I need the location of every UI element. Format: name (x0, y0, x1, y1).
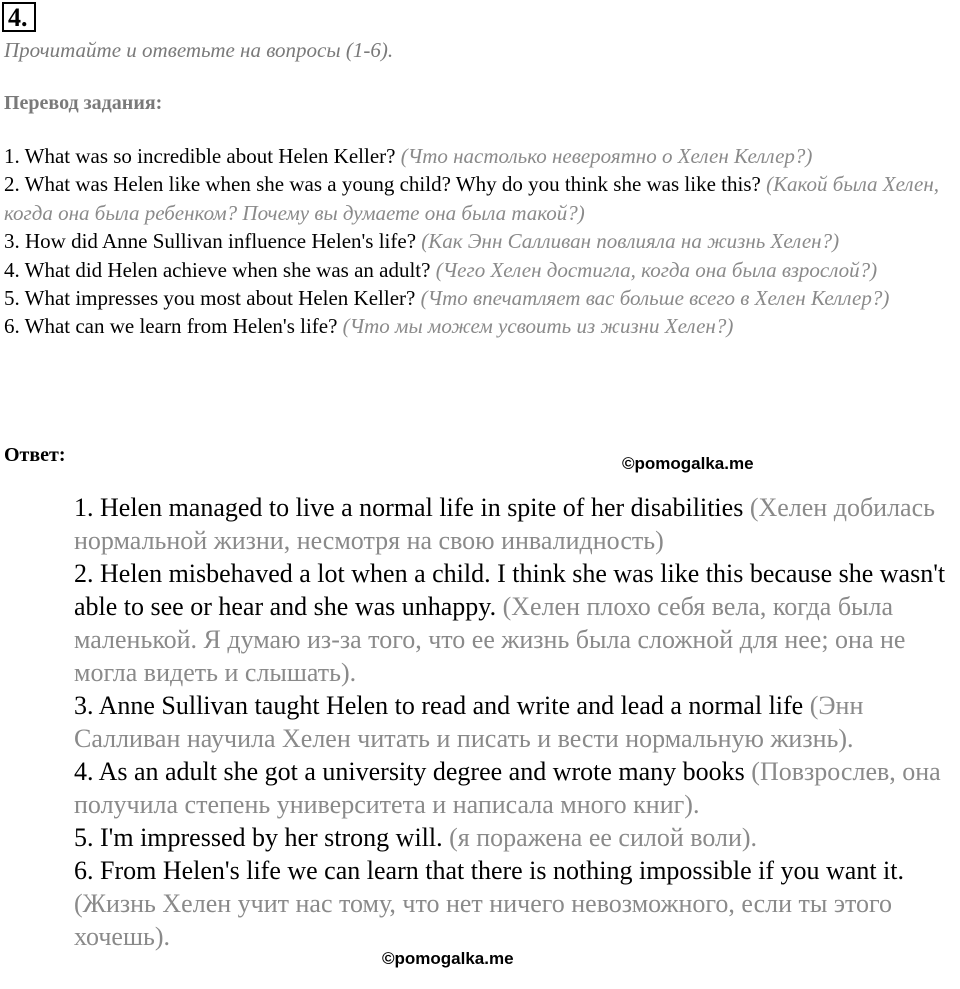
answer-translation: (Жизнь Хелен учит нас тому, что нет ничего невозможного, если ты этого хочешь). (74, 889, 893, 951)
question-item (4, 142, 956, 170)
question-text: 2. What was Helen like when she was a young child? Why do you think she was like this? (4, 172, 761, 197)
questions-list (4, 142, 956, 341)
answer-translation: (Хелен плохо себя вела, когда была маленькой. Я думаю из-за того, что ее жизнь была сложной для нее; она не могла видеть и слышать). (74, 592, 906, 687)
task-instruction: Прочитайте и ответьте на вопросы (1-6). (4, 38, 394, 62)
answer-translation: (Повзрослев, она получила степень университета и написала много книг). (74, 757, 941, 819)
question-item (4, 227, 956, 255)
answer-text: 4. As an adult she got a university degree and wrote many books (74, 757, 745, 786)
answer-item (74, 854, 960, 953)
question-item (4, 170, 956, 227)
question-text: 1. What was so incredible about Helen Keller? (4, 144, 396, 168)
answer-text: 6. From Helen's life we can learn that there is nothing impossible if you want it. (74, 856, 905, 885)
question-translation: (Что мы можем усвоить из жизни Хелен?) (342, 314, 734, 339)
answers-list (74, 491, 960, 953)
question-translation: (Что впечатляет вас больше всего в Хелен Келлер?) (420, 286, 890, 311)
question-text: 3. How did Anne Sullivan influence Helen's life? (4, 229, 417, 254)
question-item (4, 284, 956, 312)
answer-item (74, 557, 960, 689)
task-number-box: 4. (2, 2, 36, 32)
answer-translation: (я поражена ее силой воли). (449, 823, 758, 852)
answer-item (74, 689, 960, 755)
answer-text: 3. Anne Sullivan taught Helen to read and write and lead a normal life (74, 691, 804, 720)
answer-text: 2. Helen misbehaved a lot when a child. I think she was like this because she wasn't able to see or hear and she was unhappy. (74, 559, 946, 621)
answer-item (74, 755, 960, 821)
question-text: 5. What impresses you most about Helen Keller? (4, 286, 416, 311)
question-item (4, 312, 956, 340)
question-translation: (Как Энн Салливан повлияла на жизнь Хелен?) (421, 229, 840, 254)
watermark-top: ©pomogalka.me (622, 454, 754, 473)
question-text: 6. What can we learn from Helen's life? (4, 314, 338, 339)
question-translation: (Что настолько невероятно о Хелен Келлер?) (400, 144, 813, 168)
translation-heading: Перевод задания: (4, 92, 163, 114)
answer-text: 5. I'm impressed by her strong will. (74, 823, 443, 852)
question-item (4, 256, 956, 284)
answer-heading: Ответ: (4, 444, 66, 466)
watermark-bottom: ©pomogalka.me (382, 949, 514, 968)
answer-item (74, 491, 960, 557)
question-translation: (Чего Хелен достигла, когда она была взрослой?) (435, 257, 878, 282)
answer-item (74, 821, 960, 854)
question-translation: (Какой была Хелен, когда она была ребенком? Почему вы думаете она была такой?) (4, 172, 940, 225)
answer-text: 1. Helen managed to live a normal life in spite of her disabilities (74, 493, 744, 522)
question-text: 4. What did Helen achieve when she was an adult? (4, 257, 431, 282)
answer-translation: (Хелен добилась нормальной жизни, несмотря на свою инвалидность) (74, 493, 935, 555)
answer-translation: (Энн Салливан научила Хелен читать и писать и вести нормальную жизнь). (74, 691, 864, 753)
